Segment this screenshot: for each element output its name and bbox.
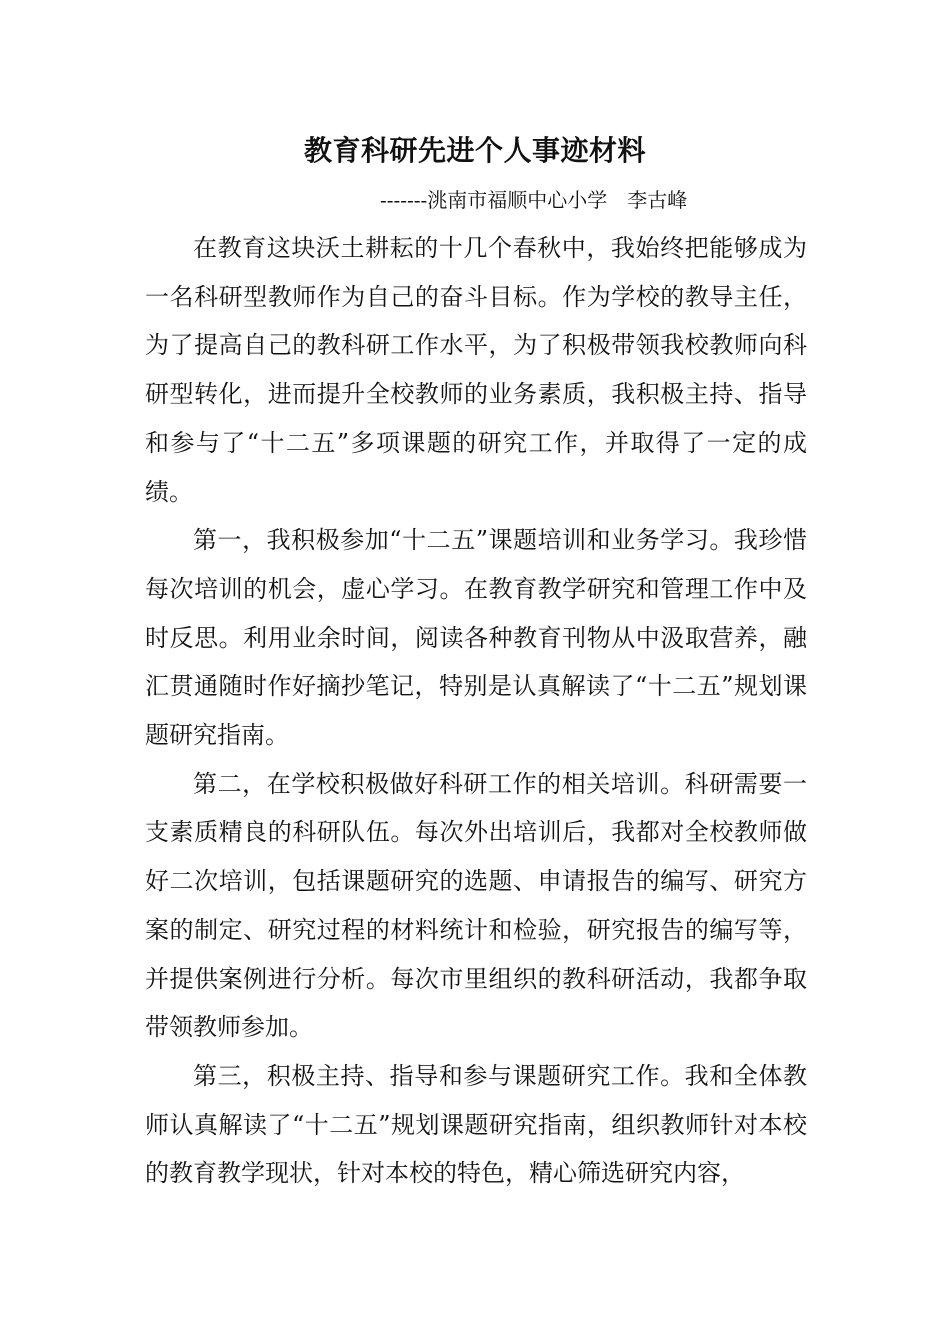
paragraph-intro: 在教育这块沃土耕耘的十几个春秋中，我始终把能够成为一名科研型教师作为自己的奋斗目标。作为学校的教导主任，为了提高自己的教科研工作水平，为了积极带领我校教师向科研型转化，进而提升全校教师的业务素质，我积极主持、指导和参与了“十二五”多项课题的研究工作，并取得了一定的成绩。 [145, 234, 807, 506]
paragraph-first: 第一，我积极参加“十二五”课题培训和业务学习。我珍惜每次培训的机会，虚心学习。在教育教学研究和管理工作中及时反思。利用业余时间，阅读各种教育刊物从中汲取营养，融汇贯通随时作好摘抄笔记，特别是认真解读了“十二五”规划课题研究指南。 [145, 526, 807, 750]
author-byline: -------洮南市福顺中心小学 李古峰 [380, 188, 688, 212]
paragraph-second: 第二，在学校积极做好科研工作的相关培训。科研需要一支素质精良的科研队伍。每次外出培训后，我都对全校教师做好二次培训，包括课题研究的选题、申请报告的编写、研究方案的制定、研究过程的材料统计和检验，研究报告的编写等，并提供案例进行分析。每次市里组织的教科研活动，我都争取带领教师参加。 [145, 769, 807, 1042]
document-body [145, 224, 807, 1198]
paragraph-third: 第三，积极主持、指导和参与课题研究工作。我和全体教师认真解读了“十二五”规划课题研究指南，组织教师针对本校的教育教学现状，针对本校的特色，精心筛选研究内容， [145, 1061, 807, 1188]
document-title: 教育科研先进个人事迹材料 [303, 134, 646, 167]
